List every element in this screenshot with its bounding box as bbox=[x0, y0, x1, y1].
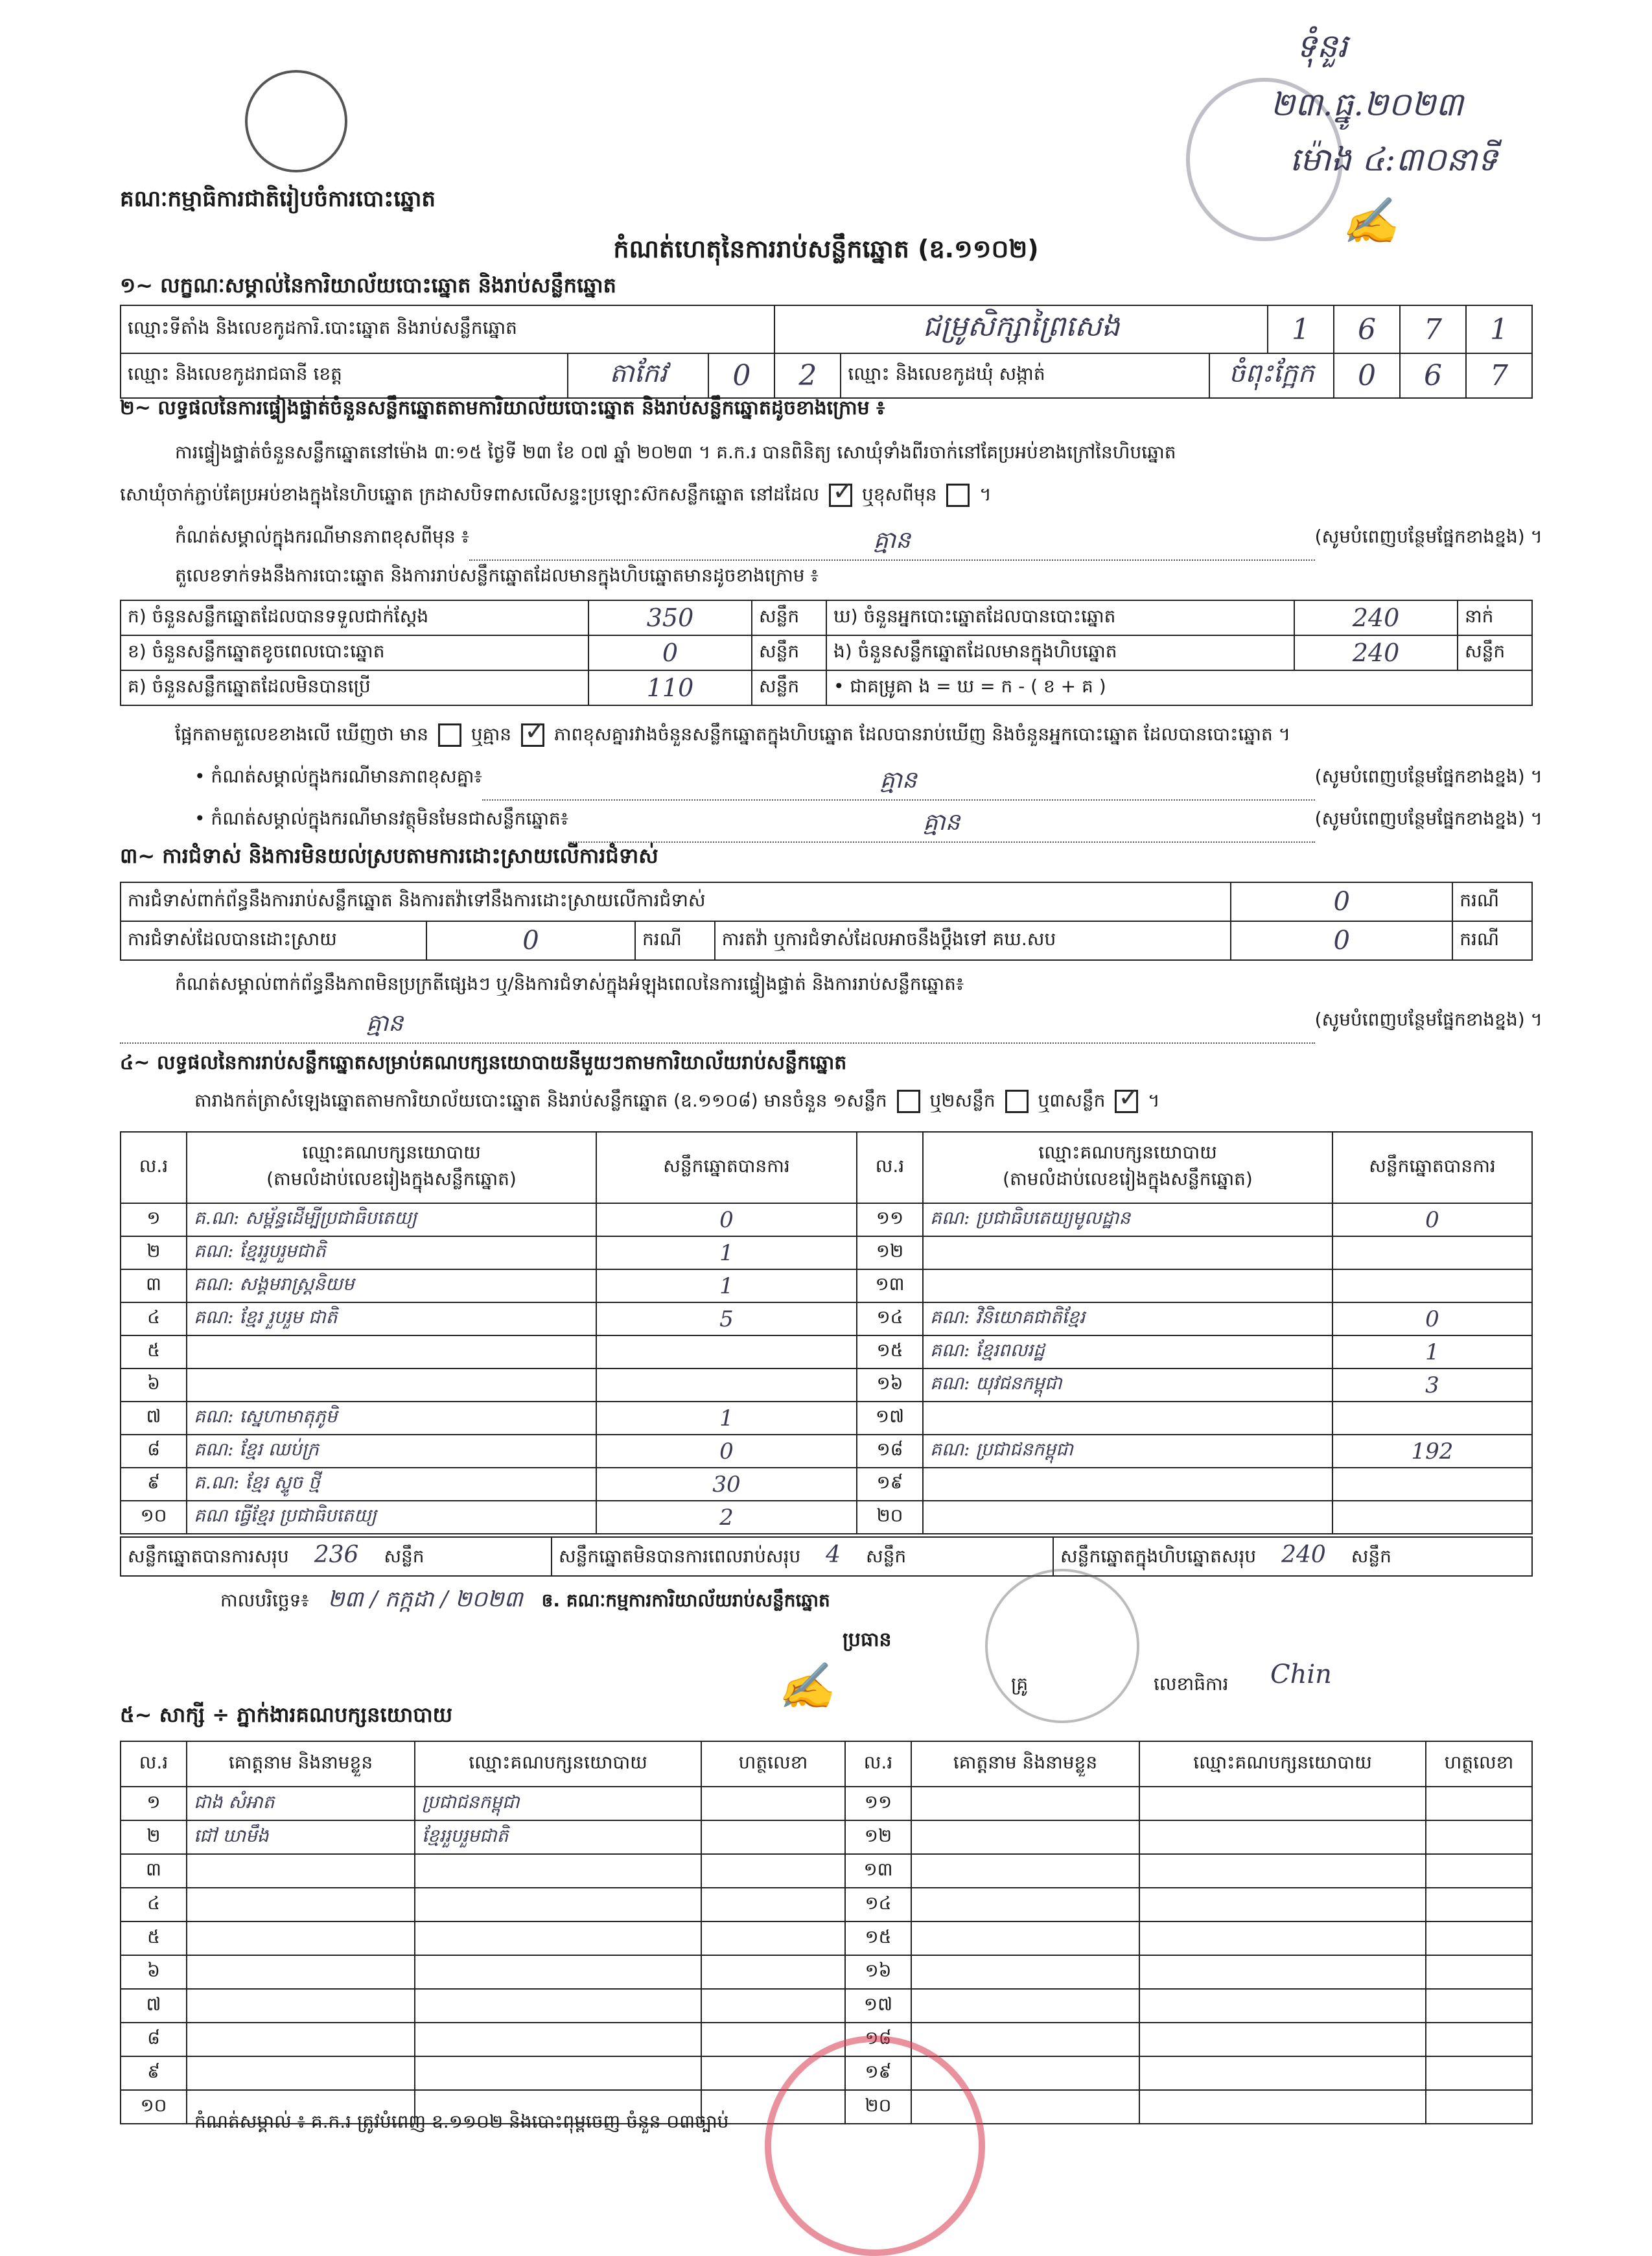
result-party: គណ: សង្គមរាស្ត្រនិយម bbox=[187, 1269, 596, 1302]
fig-d-label: ឃ) ចំនួនអ្នកបោះឆ្នោតដែលបានបោះឆ្នោត bbox=[826, 600, 1294, 635]
two-sheets-label: ឬ២សន្លឹក bbox=[929, 1090, 995, 1111]
witness-name bbox=[911, 1787, 1139, 1820]
result-votes: 3 bbox=[1332, 1369, 1532, 1402]
nec-emblem bbox=[245, 70, 347, 172]
witness-name: ជាង សំអាត bbox=[187, 1787, 415, 1820]
result-party: គណ: ខ្មែររួបរួមជាតិ bbox=[187, 1236, 596, 1269]
location-code-2: 6 bbox=[1334, 305, 1400, 353]
irregularity-note-label: កំណត់សម្គាល់ពាក់ព័ន្ធនឹងភាពមិនប្រក្រតីផ្សេងៗ ឬ/និងការជំទាស់ក្នុងអំឡុងពេលនៃការផ្ទៀងផ្ទាត់ និងការរាប់សន្លឹកឆ្នោត៖ bbox=[175, 973, 964, 994]
witness-row bbox=[121, 1955, 1532, 1989]
result-party: គ.ណ: ខ្មែរ ស្ទូច ថ្មី bbox=[187, 1468, 596, 1501]
witness-no: ១៣ bbox=[845, 1854, 911, 1888]
result-votes: 2 bbox=[596, 1501, 857, 1534]
member-label: គ្រូ bbox=[1011, 1673, 1029, 1695]
location-value: ជម្រូសិក្សាព្រៃសេង bbox=[774, 305, 1268, 353]
result-votes bbox=[1332, 1468, 1532, 1501]
witness-no: ១៥ bbox=[845, 1921, 911, 1955]
witness-party bbox=[415, 1854, 701, 1888]
total-valid bbox=[121, 1537, 552, 1576]
witness-party: ខ្មែររួបរួមជាតិ bbox=[415, 1820, 701, 1854]
results-table bbox=[120, 1131, 1533, 1534]
bullet-note-1-value: គ្មាន bbox=[482, 765, 1315, 801]
objections-value: 0 bbox=[1231, 882, 1452, 921]
total-valid-unit: សន្លឹក bbox=[384, 1545, 425, 1567]
witness-name bbox=[911, 1888, 1139, 1921]
result-party: គណ: ប្រជាជនកម្ពុជា bbox=[923, 1435, 1332, 1468]
change-note-label: កំណត់សម្គាល់ក្នុងករណីមានភាពខុសពីមុន ៖ bbox=[175, 526, 469, 547]
total-invalid bbox=[552, 1537, 1053, 1576]
has-discrepancy-checkbox bbox=[438, 723, 461, 747]
results-col-votes: សន្លឹកឆ្នោតបានការ bbox=[596, 1132, 857, 1203]
witness-row bbox=[121, 1921, 1532, 1955]
committee-name: គណៈកម្មាធិការជាតិរៀបចំការបោះឆ្នោត bbox=[120, 186, 436, 212]
date-label: កាលបរិច្ឆេទ៖ bbox=[220, 1590, 309, 1611]
results-row bbox=[121, 1302, 1532, 1335]
fig-b-unit: សន្លឹក bbox=[752, 635, 826, 670]
fig-c-unit: សន្លឹក bbox=[752, 670, 826, 705]
result-no: ៥ bbox=[121, 1335, 187, 1369]
result-votes: 0 bbox=[1332, 1302, 1532, 1335]
witness-name bbox=[911, 1989, 1139, 2023]
witness-party bbox=[415, 2056, 701, 2090]
witness-party bbox=[415, 1921, 701, 1955]
witness-col-party-2: ឈ្មោះគណបក្សនយោបាយ bbox=[1139, 1741, 1426, 1787]
bullet-note-2 bbox=[194, 807, 1542, 843]
location-label: ឈ្មោះទីតាំង និងលេខកូដការិ.បោះឆ្នោត និងរាប់សន្លឹកឆ្នោត bbox=[121, 305, 774, 353]
witness-party bbox=[1139, 1787, 1426, 1820]
results-row bbox=[121, 1335, 1532, 1369]
total-invalid-label: សន្លឹកឆ្នោតមិនបានការពេលរាប់សរុប bbox=[559, 1545, 801, 1567]
objections-unit: ករណី bbox=[1452, 882, 1532, 921]
witness-party bbox=[1139, 2056, 1426, 2090]
witness-col-party: ឈ្មោះគណបក្សនយោបាយ bbox=[415, 1741, 701, 1787]
witness-signature bbox=[701, 1955, 845, 1989]
witness-no: ៣ bbox=[121, 1854, 187, 1888]
result-no: ១២ bbox=[857, 1236, 923, 1269]
result-party: គណ: វិនិយោគជាតិខ្មែរ bbox=[923, 1302, 1332, 1335]
witness-party bbox=[1139, 1888, 1426, 1921]
result-votes bbox=[1332, 1269, 1532, 1302]
witness-party bbox=[1139, 1989, 1426, 2023]
figures-intro: តួលេខទាក់ទងនឹងការបោះឆ្នោត និងការរាប់សន្លឹកឆ្នោតដែលមានក្នុងហិបឆ្នោតមានដូចខាងក្រោម ៖ bbox=[175, 565, 819, 586]
fig-e-label: ង) ចំនួនសន្លឹកឆ្នោតដែលមានក្នុងហិបឆ្នោត bbox=[826, 635, 1294, 670]
total-box bbox=[1053, 1537, 1532, 1576]
result-no: ៤ bbox=[121, 1302, 187, 1335]
three-sheets-checkbox bbox=[1115, 1090, 1138, 1113]
province-code-2: 2 bbox=[774, 353, 841, 398]
resolved-label: ការជំទាស់ដែលបានដោះស្រាយ bbox=[121, 921, 426, 960]
result-votes: 5 bbox=[596, 1302, 857, 1335]
result-no: ១៥ bbox=[857, 1335, 923, 1369]
change-note-value: គ្មាន bbox=[469, 525, 1315, 561]
witness-no: ១ bbox=[121, 1787, 187, 1820]
chair-label: ប្រធាន bbox=[843, 1628, 892, 1651]
witness-no: ៥ bbox=[121, 1921, 187, 1955]
seal-check-text-2: សោឃុំចាក់ភ្ជាប់គែប្រអប់ខាងក្នុងនៃហិបឆ្នោត ក្រដាសបិទពាសលើសន្ទះប្រឡោះស៊កសន្លឹកឆ្នោត នៅដដែល ✓ ឬខុសពីមុន ។ bbox=[120, 483, 992, 510]
result-no: ១១ bbox=[857, 1203, 923, 1236]
footer-note: កំណត់សម្គាល់ ៖ គ.ក.រ ត្រូវបំពេញ ឧ.១១០២ និងបោះពុម្ពចេញ ចំនួន ០៣ច្បាប់ bbox=[194, 2111, 729, 2132]
discrepancy-text-c: ភាពខុសគ្នារវាងចំនួនសន្លឹកឆ្នោតក្នុងហិបឆ្នោត ដែលបានរាប់ឃើញ និងចំនួនអ្នកបោះឆ្នោត ដែលបានបោះឆ្នោត ។ bbox=[553, 723, 1291, 745]
witness-name bbox=[911, 1854, 1139, 1888]
fill-more-4: (សូមបំពេញបន្ថែមផ្នែកខាងខ្នង) ។ bbox=[1314, 1009, 1542, 1030]
witness-name bbox=[187, 2023, 415, 2056]
result-party: គណ ធ្វើខ្មែរ ប្រជាធិបតេយ្យ bbox=[187, 1501, 596, 1534]
irregularity-note-row bbox=[120, 1008, 1542, 1044]
result-votes: 0 bbox=[596, 1435, 857, 1468]
bullet-note-2-label: • កំណត់សម្គាល់ក្នុងករណីមានវត្ថុមិនមែនជាសន្លឹកឆ្នោត៖ bbox=[194, 808, 569, 829]
results-col-votes-2: សន្លឹកឆ្នោតបានការ bbox=[1332, 1132, 1532, 1203]
total-invalid-value: 4 bbox=[826, 1542, 841, 1568]
discrepancy-text-b: ឬគ្មាន bbox=[471, 723, 512, 745]
witness-no: ៩ bbox=[121, 2056, 187, 2090]
witness-no: ១៤ bbox=[845, 1888, 911, 1921]
result-votes: 30 bbox=[596, 1468, 857, 1501]
bullet-note-1-label: • កំណត់សម្គាល់ក្នុងករណីមានភាពខុសគ្នា៖ bbox=[194, 766, 482, 787]
witness-no: ១៨ bbox=[845, 2023, 911, 2056]
witness-col-sign: ហត្ថលេខា bbox=[701, 1741, 845, 1787]
location-code-3: 7 bbox=[1400, 305, 1466, 353]
witness-no: ៨ bbox=[121, 2023, 187, 2056]
result-votes: 1 bbox=[596, 1269, 857, 1302]
formula-note: • ជាគម្រូគា ង = ឃ = ក - ( ខ + គ ) bbox=[826, 670, 1532, 705]
date-row bbox=[220, 1585, 830, 1617]
resolved-value: 0 bbox=[426, 921, 635, 960]
location-code-4: 1 bbox=[1466, 305, 1532, 353]
witness-name bbox=[911, 1921, 1139, 1955]
witness-signature bbox=[1426, 1921, 1532, 1955]
province-value: តាកែវ bbox=[568, 353, 708, 398]
result-no: ៨ bbox=[121, 1435, 187, 1468]
sign-committee: ឲ. គណៈកម្មការការិយាល័យរាប់សន្លឹកឆ្នោត bbox=[541, 1590, 830, 1611]
result-no: ១០ bbox=[121, 1501, 187, 1534]
seal-check-text-2-main: សោឃុំចាក់ភ្ជាប់គែប្រអប់ខាងក្នុងនៃហិបឆ្នោត ក្រដាសបិទពាសលើសន្ទះប្រឡោះស៊កសន្លឹកឆ្នោត នៅដដែល bbox=[120, 484, 820, 505]
results-row bbox=[121, 1203, 1532, 1236]
result-party: គណ: ខ្មែរ ឈប់ក្រ bbox=[187, 1435, 596, 1468]
total-valid-label: សន្លឹកឆ្នោតបានការសរុប bbox=[128, 1545, 289, 1567]
result-party: គណ: ខ្មែរ រួបរួម ជាតិ bbox=[187, 1302, 596, 1335]
fill-more-2: (សូមបំពេញបន្ថែមផ្នែកខាងខ្នង) ។ bbox=[1314, 766, 1542, 787]
witness-name bbox=[911, 2023, 1139, 2056]
result-party bbox=[923, 1402, 1332, 1435]
witness-name bbox=[187, 1888, 415, 1921]
result-no: ២ bbox=[121, 1236, 187, 1269]
tally-sheets-intro: តារាងកត់ត្រាសំឡេងឆ្នោតតាមការិយាល័យបោះឆ្នោត និងរាប់សន្លឹកឆ្នោត (ឧ.១១០៨) មានចំនួន ១សន្លឹក bbox=[194, 1090, 887, 1111]
witness-col-sign-2: ហត្ថលេខា bbox=[1426, 1741, 1532, 1787]
fig-a-label: ក) ចំនួនសន្លឹកឆ្នោតដែលបានទទួលជាក់ស្តែង bbox=[121, 600, 588, 635]
result-votes bbox=[1332, 1402, 1532, 1435]
commune-code-3: 7 bbox=[1466, 353, 1532, 398]
result-party: គណ: ស្នេហាមាតុភូមិ bbox=[187, 1402, 596, 1435]
witness-row bbox=[121, 1854, 1532, 1888]
result-votes bbox=[1332, 1236, 1532, 1269]
red-seal bbox=[765, 2036, 985, 2256]
result-no: ១ bbox=[121, 1203, 187, 1236]
corner-signature: ✍ bbox=[1342, 194, 1399, 248]
witness-party bbox=[415, 1989, 701, 2023]
witness-signature bbox=[701, 1921, 845, 1955]
result-votes bbox=[596, 1369, 857, 1402]
results-row bbox=[121, 1435, 1532, 1468]
result-no: ១៤ bbox=[857, 1302, 923, 1335]
witness-signature bbox=[1426, 2090, 1532, 2124]
witness-no: ១២ bbox=[845, 1820, 911, 1854]
witness-signature bbox=[1426, 1787, 1532, 1820]
appeal-label: ការតវ៉ា ឬការជំទាស់ដែលអាចនឹងប្តឹងទៅ គឃ.សប bbox=[715, 921, 1231, 960]
result-party bbox=[923, 1501, 1332, 1534]
irregularity-note-value: គ្មាន bbox=[120, 1008, 1315, 1044]
fig-c-value: 110 bbox=[588, 670, 752, 705]
date-value: ២៣ / កក្កដា / ២០២៣ bbox=[327, 1586, 523, 1612]
witness-party bbox=[415, 2023, 701, 2056]
total-box-value: 240 bbox=[1281, 1542, 1326, 1568]
witness-signature bbox=[1426, 1854, 1532, 1888]
witness-signature bbox=[1426, 1888, 1532, 1921]
fill-more-3: (សូមបំពេញបន្ថែមផ្នែកខាងខ្នង) ។ bbox=[1314, 808, 1542, 829]
page-title: កំណត់ហេតុនៃការរាប់សន្លឹកឆ្នោត (ឧ.១១០២) bbox=[613, 235, 1039, 263]
results-row bbox=[121, 1468, 1532, 1501]
result-votes: 0 bbox=[1332, 1203, 1532, 1236]
result-party: គណ: ប្រជាធិបតេយ្យមូលដ្ឋាន bbox=[923, 1203, 1332, 1236]
received-note-2: ២៣.ធ្នូ.២០២៣ bbox=[1270, 86, 1463, 123]
witness-party bbox=[1139, 2090, 1426, 2124]
witness-row bbox=[121, 1989, 1532, 2023]
objections-table bbox=[120, 882, 1533, 961]
witness-no: ១០ bbox=[121, 2090, 187, 2124]
fig-e-value: 240 bbox=[1294, 635, 1458, 670]
result-votes: 1 bbox=[1332, 1335, 1532, 1369]
witness-no: ២ bbox=[121, 1820, 187, 1854]
witness-no: ២០ bbox=[845, 2090, 911, 2124]
result-votes: 1 bbox=[596, 1402, 857, 1435]
fig-b-label: ខ) ចំនួនសន្លឹកឆ្នោតខូចពេលបោះឆ្នោត bbox=[121, 635, 588, 670]
witness-row bbox=[121, 1787, 1532, 1820]
figures-table bbox=[120, 600, 1533, 706]
section2-heading: ២~ លទ្ធផលនៃការផ្ទៀងផ្ទាត់ចំនួនសន្លឹកឆ្នោតតាមការិយាល័យបោះឆ្នោត និងរាប់សន្លឹកឆ្នោតដូចខាងក្រោម ៖ bbox=[120, 397, 885, 419]
result-party bbox=[187, 1369, 596, 1402]
witness-col-no: ល.រ bbox=[121, 1741, 187, 1787]
section1-heading: ១~ លក្ខណៈសម្គាល់នៃការិយាល័យបោះឆ្នោត និងរាប់សន្លឹកឆ្នោត bbox=[120, 273, 616, 298]
commune-code-1: 0 bbox=[1334, 353, 1400, 398]
section3-heading: ៣~ ការជំទាស់ និងការមិនយល់ស្របតាមការដោះស្រាយលើការជំទាស់ bbox=[120, 843, 658, 868]
result-votes bbox=[596, 1335, 857, 1369]
fig-c-label: គ) ចំនួនសន្លឹកឆ្នោតដែលមិនបានប្រើ bbox=[121, 670, 588, 705]
section5-heading: ៥~ សាក្សី ÷ ភ្នាក់ងារគណបក្សនយោបាយ bbox=[120, 1702, 453, 1727]
fill-more-1: (សូមបំពេញបន្ថែមផ្នែកខាងខ្នង) ។ bbox=[1314, 526, 1542, 547]
received-note-1: ទុំនួរ bbox=[1296, 27, 1348, 65]
one-sheet-checkbox bbox=[897, 1090, 920, 1113]
results-row bbox=[121, 1269, 1532, 1302]
result-no: ៦ bbox=[121, 1369, 187, 1402]
bullet-note-1 bbox=[194, 765, 1542, 801]
results-col-party-sub-2: (តាមលំដាប់លេខរៀងក្នុងសន្លឹកឆ្នោត) bbox=[1003, 1168, 1253, 1190]
result-no: ៩ bbox=[121, 1468, 187, 1501]
total-invalid-unit: សន្លឹក bbox=[865, 1545, 907, 1567]
witness-party bbox=[1139, 1955, 1426, 1989]
result-no: ១៦ bbox=[857, 1369, 923, 1402]
witness-party bbox=[1139, 2023, 1426, 2056]
committee-seal bbox=[985, 1569, 1139, 1723]
witness-name bbox=[187, 1921, 415, 1955]
appeal-value: 0 bbox=[1231, 921, 1452, 960]
result-no: ២០ bbox=[857, 1501, 923, 1534]
results-col-party bbox=[187, 1132, 596, 1203]
result-party bbox=[923, 1468, 1332, 1501]
results-col-no: ល.រ bbox=[121, 1132, 187, 1203]
witness-col-name-2: គោត្តនាម និងនាមខ្លួន bbox=[911, 1741, 1139, 1787]
fig-d-unit: នាក់ bbox=[1458, 600, 1532, 635]
results-row bbox=[121, 1369, 1532, 1402]
results-col-party-title: ឈ្មោះគណបក្សនយោបាយ bbox=[302, 1142, 481, 1163]
witness-signature bbox=[701, 1854, 845, 1888]
witness-signature bbox=[1426, 2056, 1532, 2090]
commune-code-2: 6 bbox=[1400, 353, 1466, 398]
witness-signature bbox=[1426, 1989, 1532, 2023]
result-party bbox=[187, 1335, 596, 1369]
section1-table bbox=[120, 305, 1533, 399]
witness-party bbox=[1139, 1854, 1426, 1888]
total-box-unit: សន្លឹក bbox=[1351, 1545, 1391, 1567]
seal-check-text-1: ការផ្ទៀងផ្ទាត់ចំនួនសន្លឹកឆ្នោតនៅម៉ោង ៣:១៥ ថ្ងៃទី ២៣ ខែ ០៧ ឆ្នាំ ២០២៣ ។ គ.ក.រ បានពិនិត្យ សោឃុំទាំងពីរចាក់នៅគែប្រអប់ខាងក្រៅនៃហិបឆ្នោត bbox=[175, 441, 1176, 463]
witness-no: ៧ bbox=[121, 1989, 187, 2023]
witness-signature bbox=[1426, 2023, 1532, 2056]
fig-a-value: 350 bbox=[588, 600, 752, 635]
totals-table bbox=[120, 1536, 1533, 1577]
results-col-party-2 bbox=[923, 1132, 1332, 1203]
witness-signature bbox=[701, 1820, 845, 1854]
witness-name bbox=[187, 1854, 415, 1888]
result-no: ១៣ bbox=[857, 1269, 923, 1302]
witness-signature bbox=[701, 1989, 845, 2023]
witness-signature bbox=[701, 1888, 845, 1921]
witness-row bbox=[121, 1888, 1532, 1921]
witness-signature bbox=[1426, 1955, 1532, 1989]
total-valid-value: 236 bbox=[314, 1542, 359, 1568]
result-votes: 0 bbox=[596, 1203, 857, 1236]
result-party: គ.ណ: សម្ព័ន្ធដើម្បីប្រជាធិបតេយ្យ bbox=[187, 1203, 596, 1236]
witness-no: ១៧ bbox=[845, 1989, 911, 2023]
result-party: គណ: ខ្មែរពលរដ្ឋ bbox=[923, 1335, 1332, 1369]
fig-b-value: 0 bbox=[588, 635, 752, 670]
received-note-3: ម៉ោង ៤:៣០នាទី bbox=[1290, 141, 1498, 178]
secretary-signature: Chin bbox=[1270, 1660, 1332, 1689]
bullet-note-2-value: គ្មាន bbox=[568, 807, 1315, 843]
witness-party bbox=[1139, 1921, 1426, 1955]
fig-e-unit: សន្លឹក bbox=[1458, 635, 1532, 670]
result-party: គណ: យុវជនកម្ពុជា bbox=[923, 1369, 1332, 1402]
objections-label: ការជំទាស់ពាក់ព័ន្ធនឹងការរាប់សន្លឹកឆ្នោត និងការតវ៉ាទៅនឹងការដោះស្រាយលើការជំទាស់ bbox=[121, 882, 1231, 921]
witness-name bbox=[187, 2056, 415, 2090]
result-no: ១៩ bbox=[857, 1468, 923, 1501]
witness-name bbox=[187, 1955, 415, 1989]
witness-no: ១១ bbox=[845, 1787, 911, 1820]
changed-checkbox bbox=[946, 484, 970, 507]
section4-heading: ៤~ លទ្ធផលនៃការរាប់សន្លឹកឆ្នោតសម្រាប់គណបក្សនយោបាយនីមួយៗតាមការិយាល័យរាប់សន្លឹកឆ្នោត bbox=[120, 1052, 847, 1074]
results-row bbox=[121, 1402, 1532, 1435]
witness-col-name: គោត្តនាម និងនាមខ្លួន bbox=[187, 1741, 415, 1787]
two-sheets-checkbox bbox=[1005, 1090, 1029, 1113]
chair-signature: ✍ bbox=[778, 1660, 835, 1713]
witness-no: ១៩ bbox=[845, 2056, 911, 2090]
province-code-1: 0 bbox=[708, 353, 774, 398]
witness-party bbox=[415, 1888, 701, 1921]
result-no: ១៧ bbox=[857, 1402, 923, 1435]
discrepancy-row bbox=[175, 723, 1542, 749]
total-box-label: សន្លឹកឆ្នោតក្នុងហិបឆ្នោតសរុប bbox=[1060, 1545, 1257, 1567]
result-votes: 192 bbox=[1332, 1435, 1532, 1468]
results-col-party-sub: (តាមលំដាប់លេខរៀងក្នុងសន្លឹកឆ្នោត) bbox=[266, 1168, 517, 1190]
result-no: ១៨ bbox=[857, 1435, 923, 1468]
change-note-row bbox=[175, 525, 1542, 561]
witness-name: ជៅ ឃាមឹង bbox=[187, 1820, 415, 1854]
witness-col-no-2: ល.រ bbox=[845, 1741, 911, 1787]
location-code-1: 1 bbox=[1268, 305, 1334, 353]
tally-sheets-row: តារាងកត់ត្រាសំឡេងឆ្នោតតាមការិយាល័យបោះឆ្នោត និងរាប់សន្លឹកឆ្នោត (ឧ.១១០៨) មានចំនួន ១សន្លឹក ឬ២សន្លឹក ឬ៣សន្លឹក ✓ ។ bbox=[194, 1089, 1160, 1116]
results-row bbox=[121, 1501, 1532, 1534]
result-no: ៧ bbox=[121, 1402, 187, 1435]
discrepancy-text-a: ផ្អែកតាមតួលេខខាងលើ ឃើញថា មាន bbox=[175, 723, 429, 745]
result-no: ៣ bbox=[121, 1269, 187, 1302]
witness-no: ៦ bbox=[121, 1955, 187, 1989]
witness-name bbox=[187, 1989, 415, 2023]
resolved-unit: ករណី bbox=[635, 921, 715, 960]
results-col-no-2: ល.រ bbox=[857, 1132, 923, 1203]
commune-value: ចំពុះក្អែក bbox=[1209, 353, 1334, 398]
fig-a-unit: សន្លឹក bbox=[752, 600, 826, 635]
witness-signature bbox=[701, 1787, 845, 1820]
witness-row bbox=[121, 1820, 1532, 1854]
three-sheets-label: ឬ៣សន្លឹក bbox=[1038, 1090, 1106, 1111]
no-discrepancy-checkbox bbox=[521, 723, 544, 747]
fig-d-value: 240 bbox=[1294, 600, 1458, 635]
results-col-party-title-2: ឈ្មោះគណបក្សនយោបាយ bbox=[1038, 1142, 1217, 1163]
witness-no: ១៦ bbox=[845, 1955, 911, 1989]
result-party bbox=[923, 1236, 1332, 1269]
results-row bbox=[121, 1236, 1532, 1269]
witness-name bbox=[911, 1955, 1139, 1989]
changed-label: ឬខុសពីមុន bbox=[861, 484, 937, 505]
witness-party: ប្រជាជនកម្ពុជា bbox=[415, 1787, 701, 1820]
witness-party bbox=[1139, 1820, 1426, 1854]
result-party bbox=[923, 1269, 1332, 1302]
witness-name bbox=[911, 1820, 1139, 1854]
witness-signature bbox=[1426, 1820, 1532, 1854]
result-votes: 1 bbox=[596, 1236, 857, 1269]
unchanged-checkbox bbox=[829, 484, 852, 507]
secretary-label: លេខាធិការ bbox=[1154, 1673, 1229, 1695]
commune-label: ឈ្មោះ និងលេខកូដឃុំ សង្កាត់ bbox=[841, 353, 1209, 398]
province-label: ឈ្មោះ និងលេខកូដរាជធានី ខេត្ត bbox=[121, 353, 568, 398]
result-votes bbox=[1332, 1501, 1532, 1534]
appeal-unit: ករណី bbox=[1452, 921, 1532, 960]
witness-no: ៤ bbox=[121, 1888, 187, 1921]
witness-party bbox=[415, 1955, 701, 1989]
